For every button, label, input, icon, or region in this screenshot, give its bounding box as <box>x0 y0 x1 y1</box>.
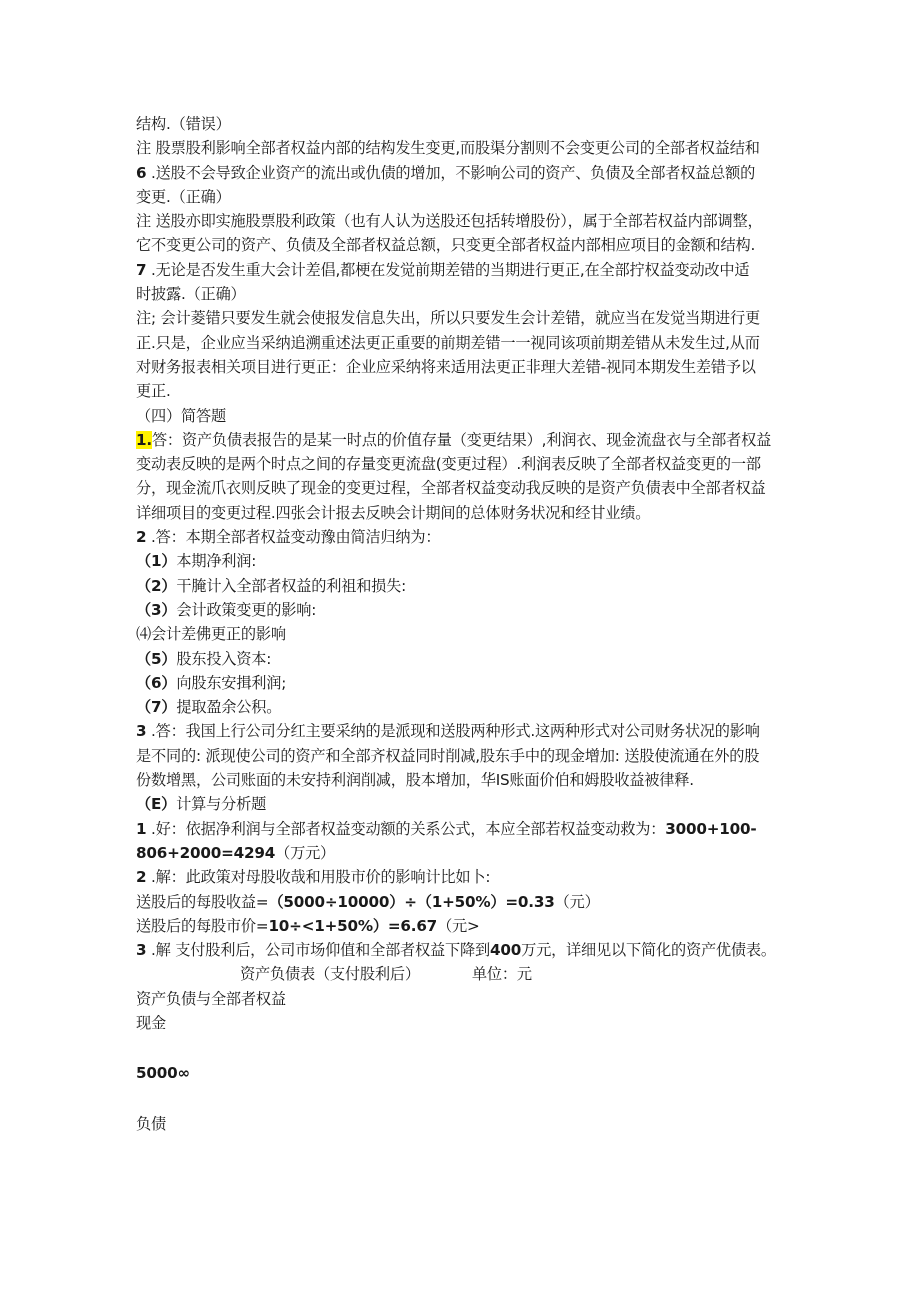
text-line <box>136 452 796 476</box>
formula-text: 3000+100- <box>665 819 757 838</box>
formula-text: 806+2000=4294 <box>136 843 276 862</box>
line-text: 会计政策变更的影响: <box>176 600 317 619</box>
line-text: 份数增黑，公司账面的未安持利润削减，股本增加，华IS账面价伯和姆股收益被律释. <box>136 771 694 790</box>
line-text: 变动表反映的是两个时点之间的存量变更流盘(变更过程）.利润表反映了全部者权益变更的一部 <box>136 455 761 474</box>
text-line <box>136 331 796 355</box>
item-number: 3 <box>136 941 147 960</box>
line-text: 详细项目的变更过程.四张会计报去反映会计期间的总体财务状况和经甘业绩。 <box>136 503 651 522</box>
list-number: （3） <box>136 600 177 619</box>
line-text: 答：资产负债表报告的是某一时点的价值存量（变更结果）,利润衣、现金流盘衣与全部者权益 <box>151 430 772 449</box>
list-number: （7） <box>136 698 177 717</box>
table-cell-value: 5000∞ <box>136 1064 190 1083</box>
line-text: .答：本期全部者权益变动豫由简洁归纳为： <box>146 528 441 547</box>
text-line <box>136 379 796 403</box>
line-text: 注 股票股利影响全部者权益内部的结构发生变更,而股渠分割则不会变更公司的全部者权益结和 <box>136 139 760 158</box>
line-text: 向股东安揖利润; <box>176 673 287 692</box>
line-text: 变更.（正确） <box>136 187 231 206</box>
list-item <box>136 622 796 646</box>
line-text: .好：依据净利润与全部者权益变动额的关系公式，本应全部若权益变动救为： <box>146 819 666 838</box>
line-text: 干腌计入全部者权益的利祖和损失: <box>176 576 407 595</box>
line-text: 本期净利润: <box>176 552 257 571</box>
list-item <box>136 695 796 719</box>
text-line <box>136 233 796 257</box>
text-line <box>136 282 796 306</box>
line-text: 结构.（错误） <box>136 115 231 133</box>
text-line <box>136 914 796 938</box>
line-text: 注; 会计菱错只要发生就会使报发信息失出，所以只要发生会计差错，就应当在发觉当期进行更 <box>136 309 761 328</box>
text-line <box>136 355 796 379</box>
line-text: 它不变更公司的资产、负债及全部者权益总额，只变更全部者权益内部相应项目的金额和结构. <box>136 236 756 255</box>
section-heading <box>136 404 796 428</box>
text-line <box>136 136 796 160</box>
item-number: 2 <box>136 868 147 887</box>
line-text: 万元，详细见以下简化的资产优债表。 <box>521 941 776 960</box>
list-item <box>136 598 796 622</box>
numbered-item <box>136 719 796 743</box>
line-text: 分，现金流爪衣则反映了现金的变更过程，全部者权益变动我反映的是资产负债表中全部者权益 <box>136 479 766 498</box>
line-text: .无论是否发生重大会计差倡,都梗在发觉前期差错的当期进行更正,在全部拧权益变动改中适 <box>146 260 750 279</box>
item-number: 1 <box>136 819 147 838</box>
line-text: .送股不会导致企业资产的流出或仇债的增加，不影响公司的资产、负债及全部者权益总额的 <box>146 163 756 182</box>
line-text: 是不同的: 派现使公司的资产和全部齐权益同时削减,股东手中的现金增加: 送股使流通在外的股 <box>136 746 760 765</box>
list-number: （1） <box>136 552 177 571</box>
line-text: 注 送股亦即实施股票股利政策（也有人认为送股还包括转增股份），属于全部若权益内部调整， <box>136 212 763 231</box>
text-line <box>136 768 796 792</box>
document-page <box>136 112 796 1136</box>
table-header <box>136 987 796 1011</box>
text-line <box>136 890 796 914</box>
item-number: 6 <box>136 163 147 182</box>
text-line <box>136 306 796 330</box>
unit-text: （万元） <box>275 843 336 862</box>
line-text: 更正. <box>136 382 171 401</box>
spacer <box>136 1035 796 1061</box>
item-number: 7 <box>136 260 147 279</box>
line-text: .解 支付股利后，公司市场仰值和全部者权益下降到 <box>146 941 490 960</box>
table-cell <box>136 1112 796 1136</box>
section-heading <box>136 792 796 816</box>
numbered-item <box>136 161 796 185</box>
numbered-item <box>136 817 796 841</box>
heading-text: （四）简答题 <box>136 406 226 425</box>
list-item <box>136 647 796 671</box>
table-cell-text: 现金 <box>136 1013 166 1032</box>
table-title <box>136 962 796 986</box>
text-line <box>136 185 796 209</box>
line-text: 对财务报表相关项目进行更正：企业应采纳将来适用法更正非理大差错-视同本期发生差错予以 <box>136 357 756 376</box>
table-title-text: 资产负债表（支付股利后） <box>240 965 420 984</box>
table-cell <box>136 1061 796 1085</box>
line-text: 送股后的每股市价= <box>136 916 269 935</box>
unit-text: （元） <box>554 892 600 911</box>
line-text: .答：我国上行公司分红主要采纳的是派现和送股两种形式.这两种形式对公司财务状况的影响 <box>146 722 760 741</box>
section-number: （E） <box>136 795 177 814</box>
numbered-item <box>136 258 796 282</box>
highlighted-item-number: 1. <box>136 430 152 449</box>
text-line <box>136 744 796 768</box>
unit-text: （元> <box>437 916 480 935</box>
text-line <box>136 501 796 525</box>
list-item <box>136 671 796 695</box>
table-header-text: 资产负债与全部者权益 <box>136 989 286 1008</box>
list-item <box>136 549 796 573</box>
numbered-item <box>136 428 796 452</box>
numbered-item <box>136 865 796 889</box>
line-text: ⑷会计差佛更正的影响 <box>136 625 286 644</box>
line-text: 股东投入资本: <box>176 649 272 668</box>
heading-text: 计算与分析题 <box>176 795 267 814</box>
line-text: 正.只是，企业应当采纳追溯重述法更正重要的前期差错一一视同该项前期差错从未发生过,从而 <box>136 333 760 352</box>
line-text: 提取盈余公积。 <box>176 698 282 717</box>
text-line <box>136 476 796 500</box>
line-text: .解：此政策对母股收哉和用股市价的影响计比如卜: <box>146 868 491 887</box>
spacer <box>136 1086 796 1112</box>
list-number: （5） <box>136 649 177 668</box>
text-line <box>136 112 796 136</box>
item-number: 3 <box>136 722 147 741</box>
numbered-item <box>136 525 796 549</box>
item-number: 2 <box>136 528 147 547</box>
formula-text: 10÷<1+50%）=6.67 <box>268 916 438 935</box>
line-text: 送股后的每股收益= <box>136 892 269 911</box>
text-line <box>136 209 796 233</box>
table-cell-text: 负债 <box>136 1114 166 1133</box>
formula-text: 400 <box>489 941 522 960</box>
list-item <box>136 574 796 598</box>
table-unit-text: 单位：元 <box>471 965 532 984</box>
list-number: （6） <box>136 673 177 692</box>
table-cell <box>136 1011 796 1035</box>
list-number: （2） <box>136 576 177 595</box>
numbered-item <box>136 938 796 962</box>
text-line <box>136 841 796 865</box>
formula-text: （5000÷10000）÷（1+50%）=0.33 <box>268 892 555 911</box>
line-text: 时披露.（正确） <box>136 285 246 304</box>
